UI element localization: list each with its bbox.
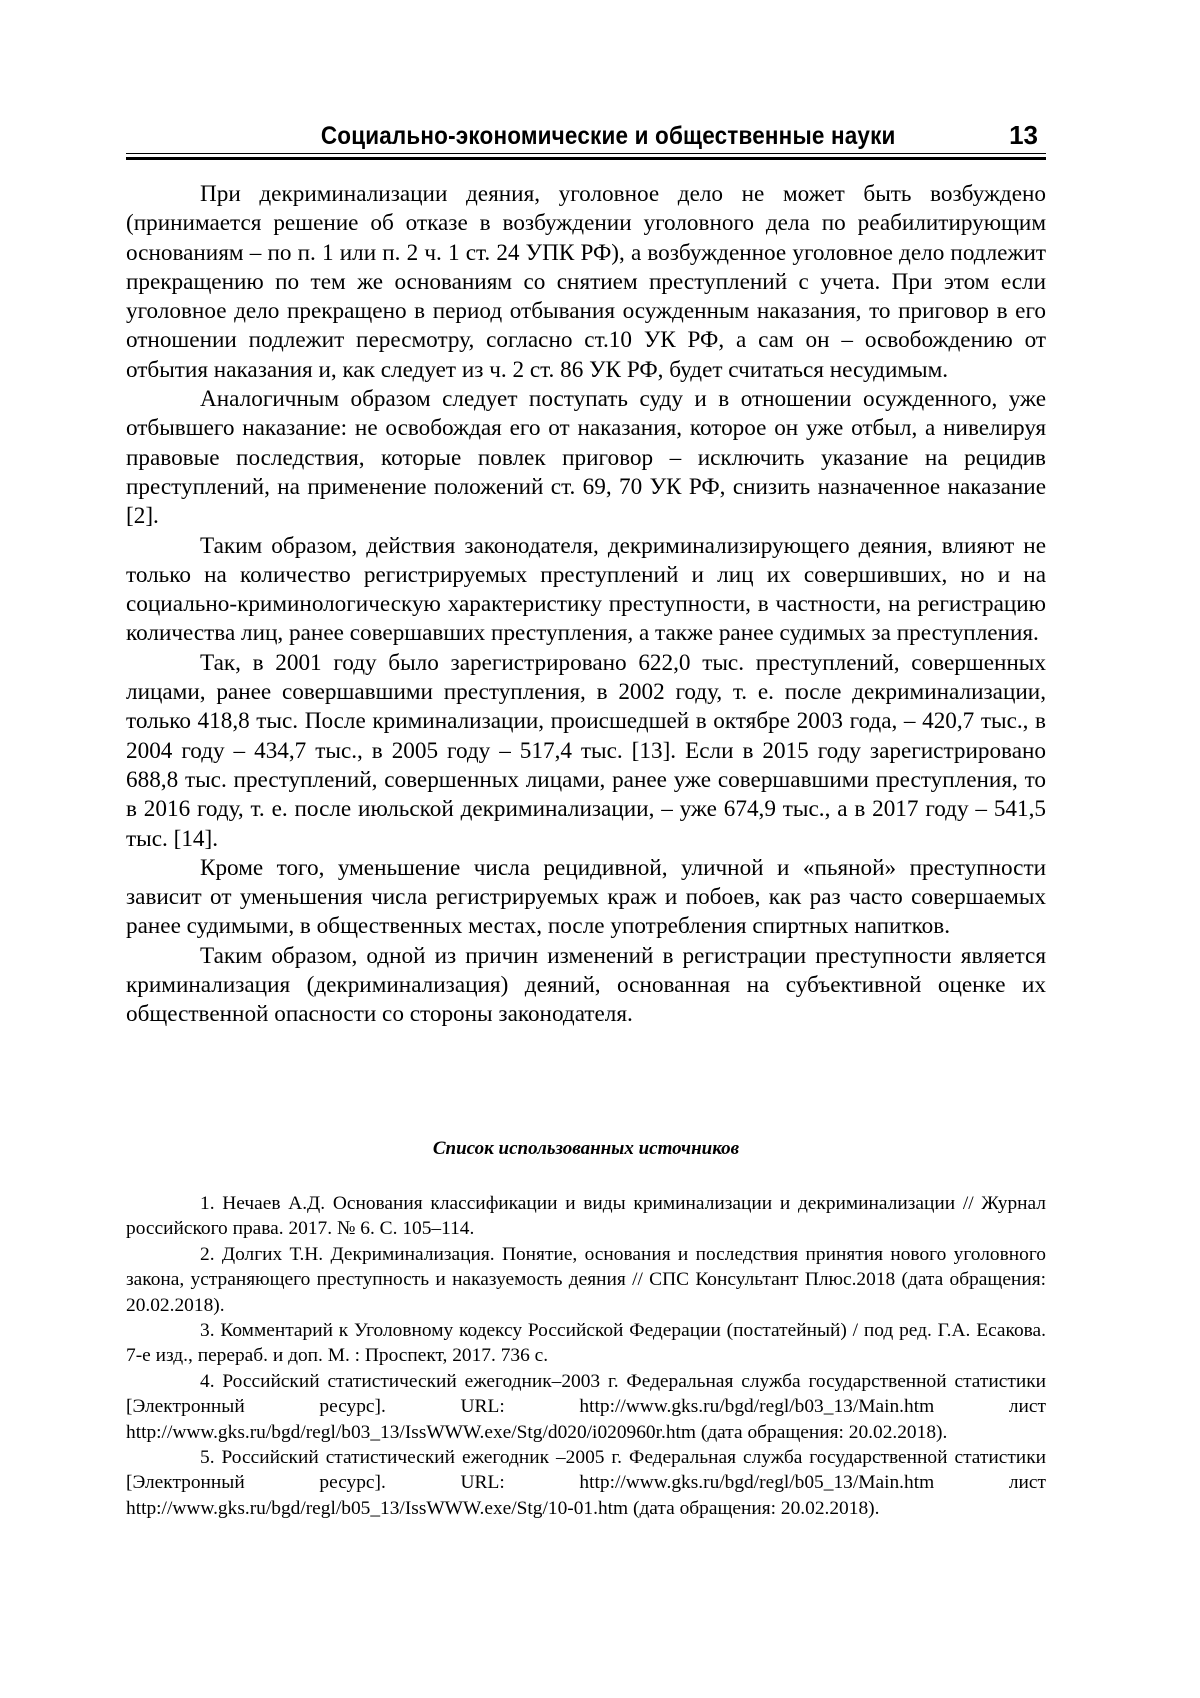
header-rule-thick: [126, 157, 1046, 160]
paragraph: Аналогичным образом следует поступать суду и в отношении осужденного, уже отбывшего наказание: не освобождая его от наказания, которое он уже отбыл, а нивелируя правовые последствия, которые повлек приговор – исключить указание на рецидив преступлений, на применение положений ст. 69, 70 УК РФ, снизить назначенное наказание [2].: [126, 386, 1046, 530]
running-header: [126, 118, 1046, 162]
page-number: 13: [1009, 120, 1038, 150]
paragraph: Так, в 2001 году было зарегистрировано 622,0 тыс. преступлений, совершенных лицами, ранее совершавшими преступления, в 2002 году, т. е. после декриминализации, только 418,8 тыс. После криминализации, происшедшей в октябре 2003 года, – 420,7 тыс., в 2004 году – 434,7 тыс., в 2005 году – 517,4 тыс. [13]. Если в 2015 году зарегистрировано 688,8 тыс. преступлений, совершенных лицами, ранее уже совершавшими преступления, то в 2016 году, т. е. после июльской декриминализации, – уже 674,9 тыс., а в 2017 году – 541,5 тыс. [14].: [126, 649, 1046, 852]
paragraph: Таким образом, действия законодателя, декриминализирующего деяния, влияют не только на количество регистрируемых преступлений и лиц их совершивших, но и на социально-криминологическую характеристику преступности, в частности, на регистрацию количества лиц, ранее совершавших преступления, а также ранее судимых за преступления.: [126, 532, 1046, 647]
header-rule-thin: [126, 153, 1046, 154]
header-title: Социально-экономические и общественные науки: [321, 122, 896, 150]
reference-item: 4. Российский статистический ежегодник–2003 г. Федеральная служба государственной статистики [Электронный ресурс]. URL: http://www.gks.ru/bgd/regl/b03_13/Main.htm лист http://www.gks.ru/bgd/regl/b03_13/IssWWW.exe/Stg/d020/i020960r.htm (дата обращения: 20.02.2018).: [126, 1370, 1046, 1443]
reference-item: 1. Нечаев А.Д. Основания классификации и виды криминализации и декриминализации // Журнал российского права. 2017. № 6. С. 105–114.: [126, 1193, 1046, 1240]
body-text: [126, 180, 1046, 1030]
paragraph: При декриминализации деяния, уголовное дело не может быть возбуждено (принимается решение об отказе в возбуждении уголовного дела по реабилитирующим основаниям – по п. 1 или п. 2 ч. 1 ст. 24 УПК РФ), а возбужденное уголовное дело подлежит прекращению по тем же основаниям со снятием преступлений с учета. При этом если уголовное дело прекращено в период отбывания осужденным наказания, то приговор в его отношении подлежит пересмотру, согласно ст.10 УК РФ, а сам он – освобождению от отбытия наказания и, как следует из ч. 2 ст. 86 УК РФ, будет считаться несудимым.: [126, 181, 1046, 383]
paragraph: Кроме того, уменьшение числа рецидивной, уличной и «пьяной» преступности зависит от уменьшения числа регистрируемых краж и побоев, как раз часто совершаемых ранее судимыми, в общественных местах, после употребления спиртных напитков.: [126, 854, 1046, 940]
reference-item: 2. Долгих Т.Н. Декриминализация. Понятие, основания и последствия принятия нового уголовного закона, устраняющего преступность и наказуемость деяния // СПС Консультант Плюс.2018 (дата обращения: 20.02.2018).: [126, 1243, 1046, 1316]
reference-list: [126, 1191, 1046, 1521]
reference-item: 5. Российский статистический ежегодник –2005 г. Федеральная служба государственной статистики [Электронный ресурс]. URL: http://www.gks.ru/bgd/regl/b05_13/Main.htm лист http://www.gks.ru/bgd/regl/b05_13/IssWWW.exe/Stg/10-01.htm (дата обращения: 20.02.2018).: [126, 1447, 1046, 1519]
paragraph: Таким образом, одной из причин изменений в регистрации преступности является криминализация (декриминализация) деяний, основанная на субъективной оценке их общественной опасности со стороны законодателя.: [126, 942, 1046, 1028]
reference-item: 3. Комментарий к Уголовному кодексу Российской Федерации (постатейный) / под ред. Г.А. Есакова. 7-е изд., перераб. и доп. М. : Проспект, 2017. 736 с.: [126, 1320, 1046, 1367]
sources-heading: Список использованных источников: [432, 1138, 740, 1159]
